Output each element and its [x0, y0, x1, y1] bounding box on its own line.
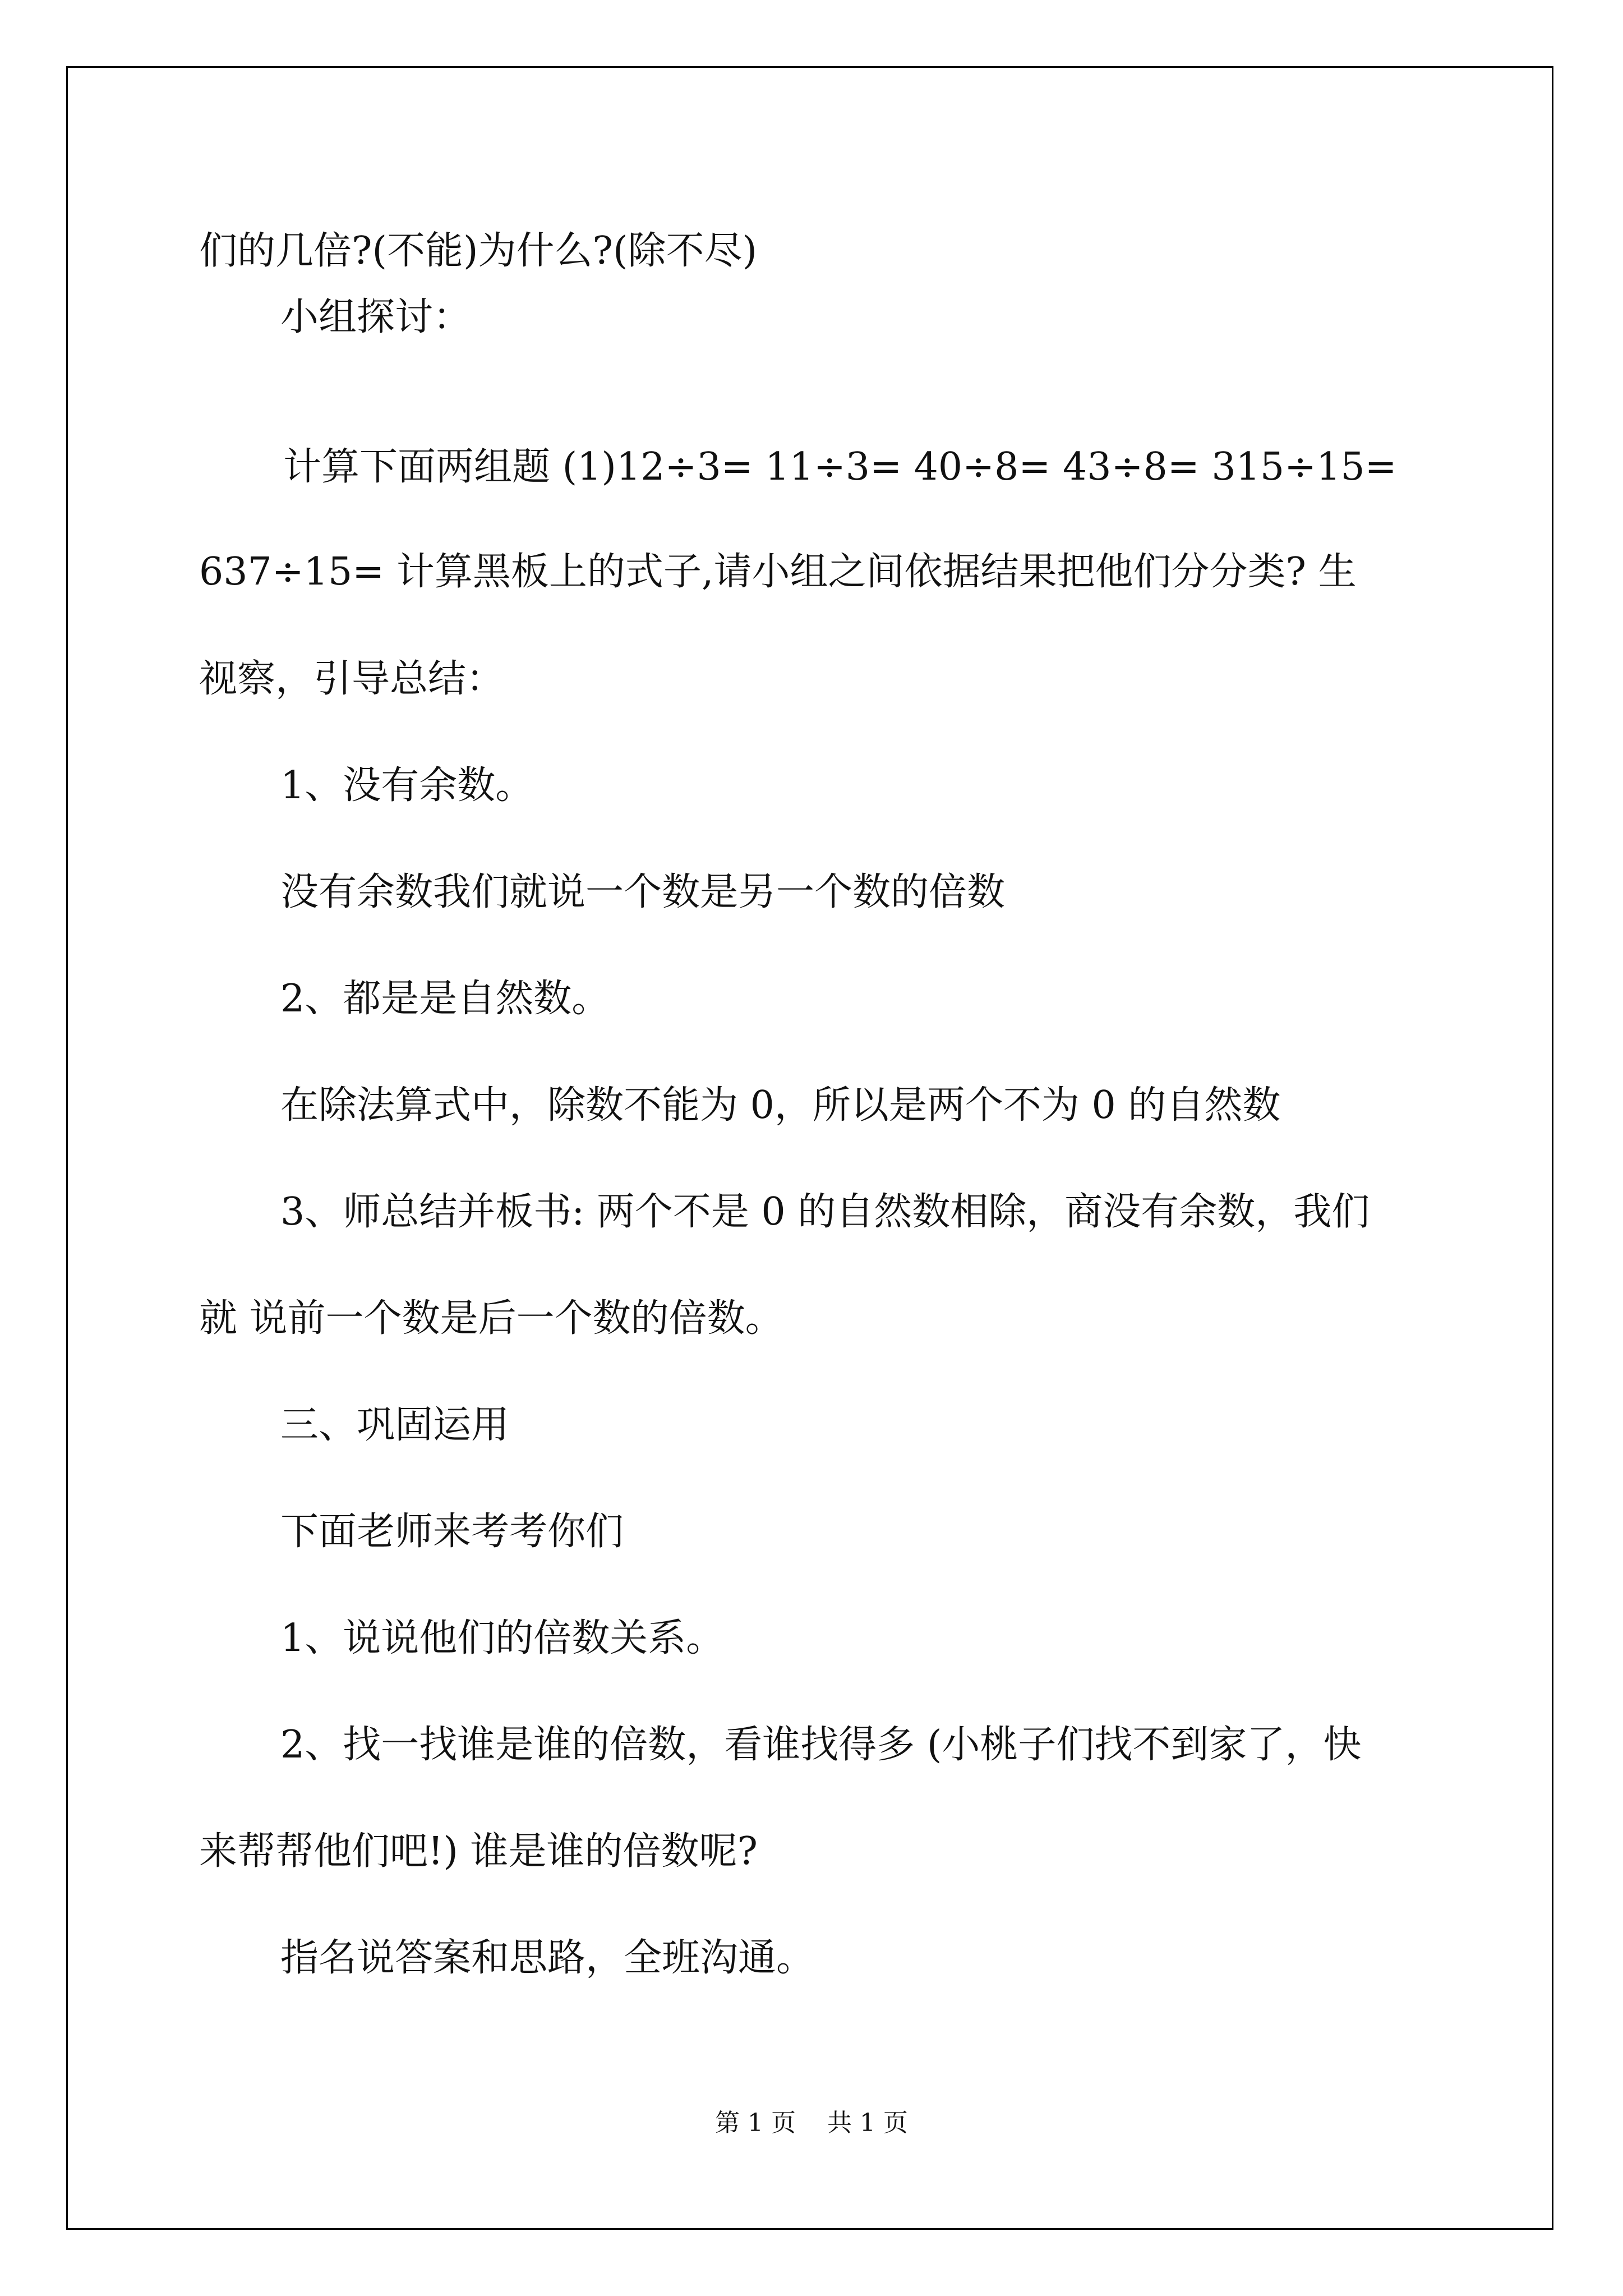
text-line: 2、找一找谁是谁的倍数，看谁找得多 (小桃子们找不到家了，快 [280, 1723, 1362, 1767]
text-line: 来帮帮他们吧!) 谁是谁的倍数呢? [199, 1829, 758, 1874]
text-line: 们的几倍?(不能)为什么?(除不尽) [199, 229, 758, 273]
text-line: 指名说答案和思路，全班沟通。 [280, 1936, 815, 1980]
text-line: 1、没有余数。 [280, 763, 534, 808]
text-line: 三、巩固运用 [280, 1403, 510, 1447]
text-line: 下面老师来考考你们 [280, 1510, 624, 1554]
text-line: 1、说说他们的倍数关系。 [280, 1616, 725, 1660]
text-line: 637÷15= 计算黑板上的式子,请小组之间依据结果把他们分分类? 生 [199, 550, 1357, 594]
text-line: 2、都是是自然数。 [280, 977, 610, 1021]
text-line: 小组探讨： [280, 295, 472, 339]
text-line: 就 说前一个数是后一个数的倍数。 [199, 1296, 783, 1341]
text-line: 视察，引导总结： [199, 657, 505, 701]
text-line: 3、师总结并板书: 两个不是 0 的自然数相除，商没有余数，我们 [280, 1190, 1370, 1234]
text-line: 在除法算式中，除数不能为 0，所以是两个不为 0 的自然数 [280, 1083, 1281, 1128]
page-border [66, 66, 1553, 2230]
page-footer: 第 1 页 共 1 页 [715, 2109, 908, 2137]
text-line: 计算下面两组题 (1)12÷3= 11÷3= 40÷8= 43÷8= 315÷15= [283, 445, 1397, 489]
text-line: 没有余数我们就说一个数是另一个数的倍数 [280, 870, 1006, 914]
